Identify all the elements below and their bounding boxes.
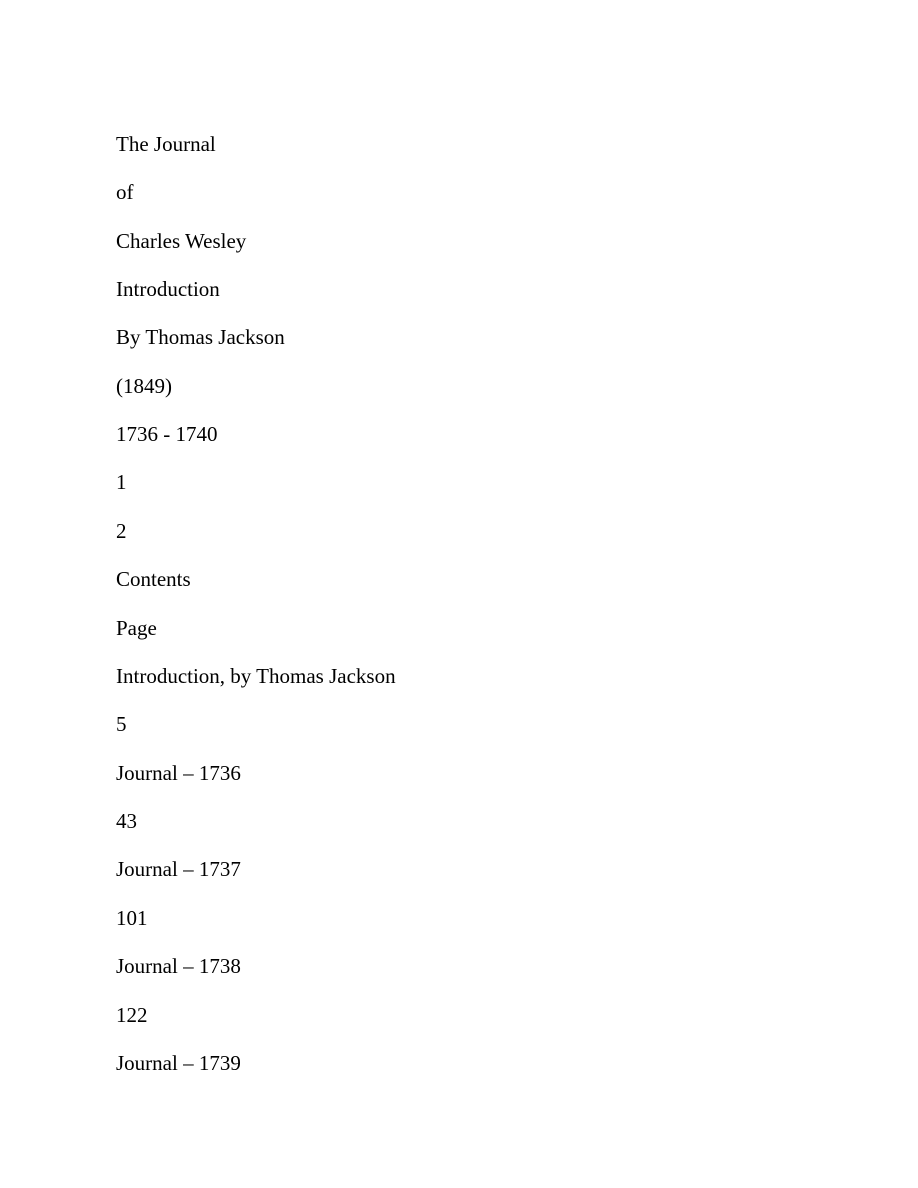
introduction-author: By Thomas Jackson <box>116 325 285 349</box>
publication-year: (1849) <box>116 374 172 398</box>
contents-entry: Journal – 1739 <box>116 1051 241 1075</box>
title-line: The Journal <box>116 132 216 156</box>
contents-entry: Journal – 1737 <box>116 857 241 881</box>
page-number: 2 <box>116 519 127 543</box>
contents-entry: Introduction, by Thomas Jackson <box>116 664 396 688</box>
contents-entry: Journal – 1736 <box>116 761 241 785</box>
contents-page-label: Page <box>116 616 157 640</box>
contents-page-number: 43 <box>116 809 137 833</box>
contents-entry: Journal – 1738 <box>116 954 241 978</box>
contents-page-number: 122 <box>116 1003 148 1027</box>
date-range: 1736 - 1740 <box>116 422 218 446</box>
title-line-of: of <box>116 180 134 204</box>
page-number: 1 <box>116 470 127 494</box>
introduction-heading: Introduction <box>116 277 220 301</box>
author-name: Charles Wesley <box>116 229 247 253</box>
contents-heading: Contents <box>116 567 191 591</box>
contents-page-number: 101 <box>116 906 148 930</box>
contents-page-number: 5 <box>116 712 127 736</box>
